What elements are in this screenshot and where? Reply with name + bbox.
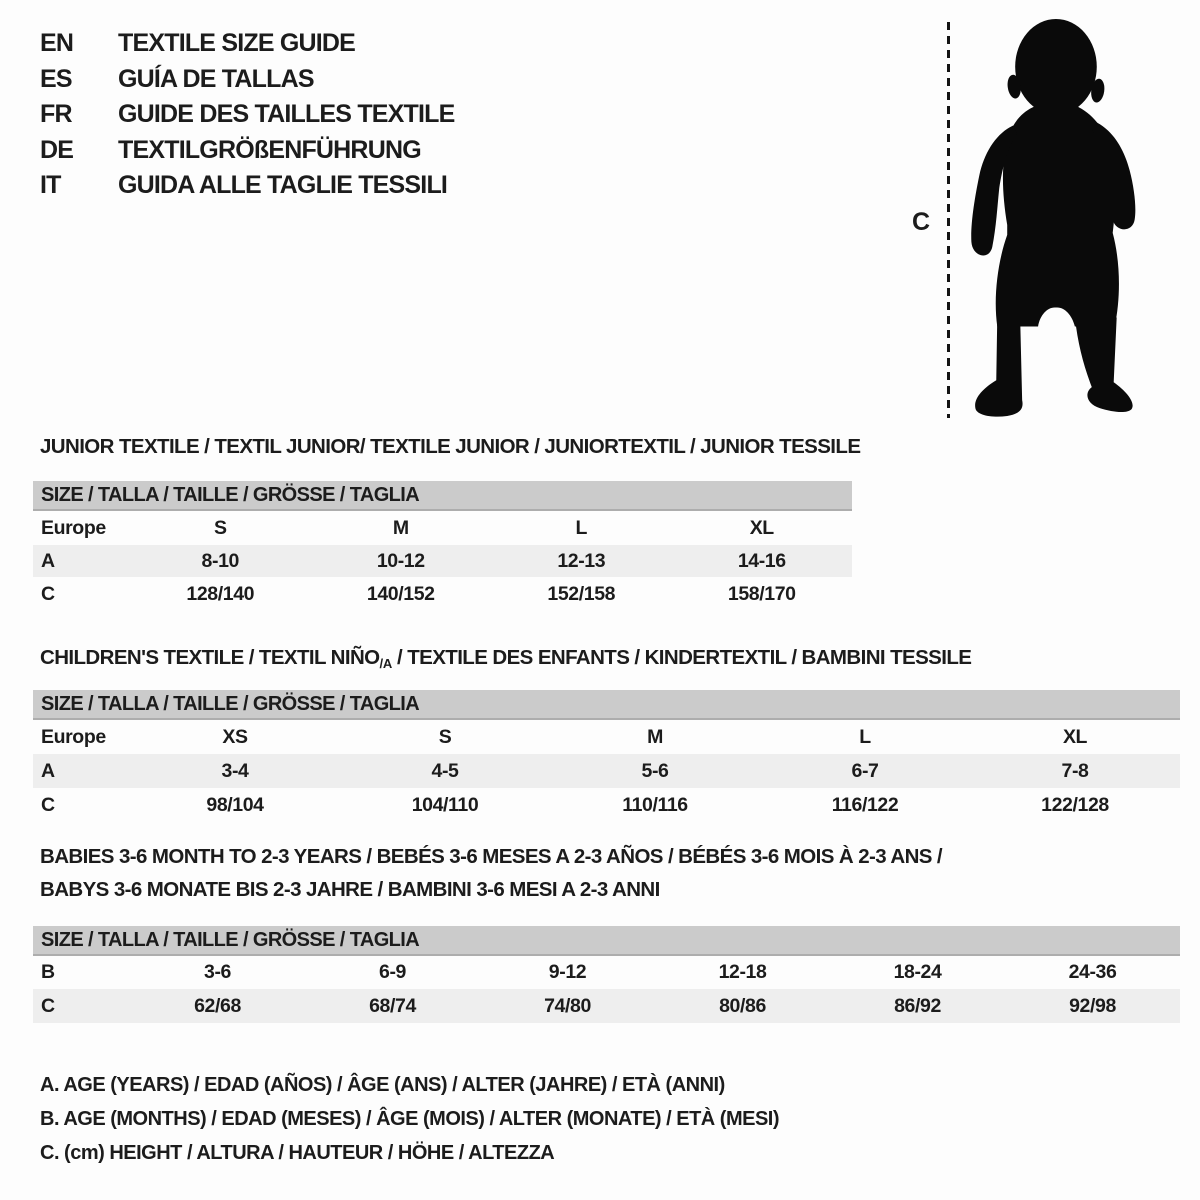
height-cell: 158/170 xyxy=(727,582,796,605)
size-cell: XS xyxy=(222,725,248,748)
babies-title-line2: BABYS 3-6 MONATE BIS 2-3 JAHRE / BAMBINI 3-6 MESI A 2-3 ANNI xyxy=(40,878,660,901)
language-row-de xyxy=(40,133,455,169)
children-title-rest: / TEXTILE DES ENFANTS / KINDERTEXTIL / BAMBINI TESSILE xyxy=(391,646,972,669)
height-cell: 74/80 xyxy=(544,994,591,1017)
size-cell: L xyxy=(859,725,871,748)
age-cell: 7-8 xyxy=(1061,759,1089,782)
height-cell: 122/128 xyxy=(1041,793,1109,816)
age-cell: 8-10 xyxy=(201,549,239,572)
row-label: Europe xyxy=(41,725,106,748)
height-cell: 68/74 xyxy=(369,994,416,1017)
language-row-es xyxy=(40,62,455,98)
age-cell: 10-12 xyxy=(376,549,425,572)
language-title-list xyxy=(40,26,455,204)
size-cell: L xyxy=(575,516,587,539)
age-cell: 12-13 xyxy=(557,549,606,572)
table-row-months xyxy=(33,956,1180,989)
language-label: GUIDE DES TAILLES TEXTILE xyxy=(118,100,455,128)
row-label: A xyxy=(41,759,55,782)
months-cell: 3-6 xyxy=(204,961,231,983)
table-row-europe xyxy=(33,511,852,545)
size-cell: M xyxy=(392,516,409,539)
row-label: C xyxy=(41,582,55,605)
row-label: A xyxy=(41,549,55,572)
size-cell: XL xyxy=(749,516,774,539)
height-cell: 116/122 xyxy=(831,793,899,816)
age-cell: 5-6 xyxy=(641,759,669,782)
legend-line-b: B. AGE (MONTHS) / EDAD (MESES) / ÂGE (MOIS) / ALTER (MONATE) / ETÀ (MESI) xyxy=(40,1108,780,1130)
baby-silhouette-image xyxy=(962,14,1139,422)
height-cell: 128/140 xyxy=(186,582,255,605)
height-measure-label: C xyxy=(912,208,931,236)
language-row-en xyxy=(40,26,455,62)
language-row-fr xyxy=(40,97,455,133)
junior-section-title: JUNIOR TEXTILE / TEXTIL JUNIOR/ TEXTILE JUNIOR / JUNIORTEXTIL / JUNIOR TESSILE xyxy=(40,435,861,458)
language-code: EN xyxy=(40,29,74,57)
table-row-height xyxy=(33,989,1180,1023)
height-measure-figure xyxy=(900,8,1195,426)
children-size-table xyxy=(33,690,1180,822)
height-cell: 92/98 xyxy=(1069,994,1116,1017)
row-label: B xyxy=(41,961,55,983)
babies-title-line1: BABIES 3-6 MONTH TO 2-3 YEARS / BEBÉS 3-6 MESES A 2-3 AÑOS / BÉBÉS 3-6 MOIS À 2-3 ANS / xyxy=(40,845,943,868)
measurement-legend xyxy=(40,1068,779,1170)
age-cell: 6-7 xyxy=(851,759,879,782)
age-cell: 14-16 xyxy=(737,549,786,572)
height-cell: 110/116 xyxy=(622,793,688,816)
junior-size-table xyxy=(33,481,852,611)
size-header-row: SIZE / TALLA / TAILLE / GRÖSSE / TAGLIA xyxy=(33,926,1180,956)
language-code: DE xyxy=(40,135,74,164)
months-cell: 24-36 xyxy=(1068,961,1117,983)
language-label: GUIDA ALLE TAGLIE TESSILI xyxy=(118,171,448,199)
months-cell: 18-24 xyxy=(893,961,942,983)
language-code: FR xyxy=(40,100,72,128)
children-title-main: CHILDREN'S TEXTILE / TEXTIL NIÑO xyxy=(40,646,380,669)
months-cell: 9-12 xyxy=(548,961,587,983)
row-label: C xyxy=(41,994,55,1017)
babies-section-title xyxy=(40,840,942,906)
size-cell: M xyxy=(647,725,663,748)
language-code: IT xyxy=(40,171,61,199)
language-label: TEXTILE SIZE GUIDE xyxy=(118,29,356,57)
language-label: GUÍA DE TALLAS xyxy=(118,64,314,93)
table-row-height xyxy=(33,577,852,611)
table-row-height xyxy=(33,788,1180,822)
height-dashed-line xyxy=(947,22,950,418)
table-row-age xyxy=(33,754,1180,788)
height-cell: 80/86 xyxy=(719,994,766,1017)
language-row-it xyxy=(40,168,455,204)
size-cell: XL xyxy=(1062,725,1088,748)
height-cell: 62/68 xyxy=(194,994,241,1017)
row-label: C xyxy=(41,793,55,816)
months-cell: 12-18 xyxy=(718,961,767,983)
months-cell: 6-9 xyxy=(379,961,406,983)
legend-line-c: C. (cm) HEIGHT / ALTURA / HAUTEUR / HÖHE / ALTEZZA xyxy=(40,1142,555,1164)
children-title-subscript: /A xyxy=(379,656,392,671)
size-cell: S xyxy=(438,725,452,748)
table-row-age xyxy=(33,545,852,577)
size-header-row: SIZE / TALLA / TAILLE / GRÖSSE / TAGLIA xyxy=(33,481,852,511)
language-code: ES xyxy=(40,64,72,93)
height-cell: 140/152 xyxy=(366,582,435,605)
height-cell: 98/104 xyxy=(206,793,264,816)
height-cell: 86/92 xyxy=(894,994,941,1017)
table-row-europe xyxy=(33,720,1180,754)
age-cell: 4-5 xyxy=(431,759,459,782)
language-label: TEXTILGRÖßENFÜHRUNG xyxy=(118,135,421,164)
height-cell: 104/110 xyxy=(411,793,479,816)
height-cell: 152/158 xyxy=(547,582,616,605)
size-header-row: SIZE / TALLA / TAILLE / GRÖSSE / TAGLIA xyxy=(33,690,1180,720)
children-section-title xyxy=(40,646,971,671)
legend-line-a: A. AGE (YEARS) / EDAD (AÑOS) / ÂGE (ANS) / ALTER (JAHRE) / ETÀ (ANNI) xyxy=(40,1074,725,1096)
babies-size-table xyxy=(33,926,1180,1023)
size-cell: S xyxy=(213,516,227,539)
row-label: Europe xyxy=(41,516,106,539)
age-cell: 3-4 xyxy=(221,759,249,782)
